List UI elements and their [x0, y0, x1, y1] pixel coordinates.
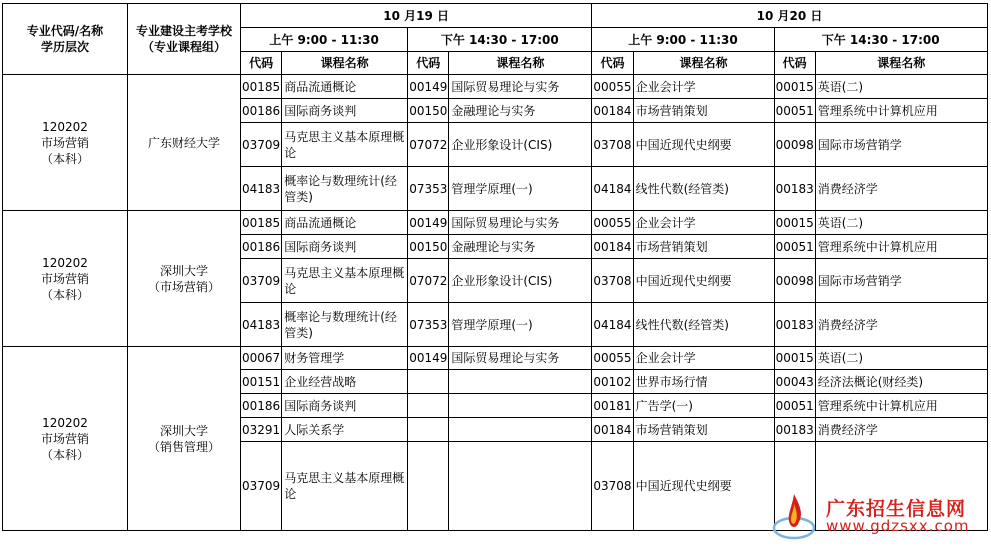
major-line: （本科） — [40, 151, 89, 166]
course-code: 00149 — [408, 211, 449, 235]
major-line: 120202 — [42, 255, 88, 270]
header-session-1: 上午 9:00 - 11:30 — [241, 28, 408, 52]
course-name: 企业会计学 — [633, 347, 774, 370]
course-code: 00098 — [774, 259, 815, 303]
course-code: 07072 — [408, 123, 449, 167]
major-line: （本科） — [40, 447, 89, 462]
course-name: 财务管理学 — [282, 347, 408, 370]
school-line: 深圳大学 — [159, 423, 208, 438]
course-name — [449, 442, 592, 531]
course-name: 管理系统中计算机应用 — [815, 394, 987, 418]
course-name: 英语(二) — [815, 211, 987, 235]
header-course-name: 课程名称 — [815, 52, 987, 75]
course-code: 00051 — [774, 99, 815, 123]
course-name: 国际贸易理论与实务 — [449, 347, 592, 370]
course-name: 市场营销策划 — [633, 99, 774, 123]
flame-logo-icon — [770, 490, 822, 542]
course-name: 线性代数(经管类) — [633, 303, 774, 347]
table-row — [3, 211, 988, 235]
course-name: 人际关系学 — [282, 418, 408, 442]
course-name: 经济法概论(财经类) — [815, 370, 987, 394]
course-code: 00183 — [774, 418, 815, 442]
course-code: 00015 — [774, 75, 815, 99]
header-code: 代码 — [241, 52, 282, 75]
course-code: 03709 — [241, 442, 282, 531]
school-line: 广东财经大学 — [147, 135, 220, 150]
course-name: 世界市场行情 — [633, 370, 774, 394]
course-code: 03708 — [592, 442, 633, 531]
table-row — [3, 347, 988, 370]
course-code: 07353 — [408, 303, 449, 347]
header-course-name: 课程名称 — [449, 52, 592, 75]
course-code: 00184 — [592, 99, 633, 123]
course-name: 国际贸易理论与实务 — [449, 75, 592, 99]
course-name: 中国近现代史纲要 — [633, 123, 774, 167]
course-code: 00149 — [408, 75, 449, 99]
header-school: 专业建设主考学校 （专业课程组） — [128, 4, 241, 75]
course-code: 00051 — [774, 235, 815, 259]
header-course-name: 课程名称 — [633, 52, 774, 75]
course-name: 消费经济学 — [815, 167, 987, 211]
course-name: 企业会计学 — [633, 211, 774, 235]
site-watermark — [770, 490, 985, 542]
course-name: 金融理论与实务 — [449, 235, 592, 259]
course-code: 00055 — [592, 75, 633, 99]
course-name: 市场营销策划 — [633, 418, 774, 442]
table-row — [3, 75, 988, 99]
course-code — [408, 442, 449, 531]
school-cell — [128, 75, 241, 211]
course-name: 英语(二) — [815, 347, 987, 370]
course-name — [449, 394, 592, 418]
course-name: 企业会计学 — [633, 75, 774, 99]
course-name: 马克思主义基本原理概论 — [282, 442, 408, 531]
course-name: 概率论与数理统计(经管类) — [282, 167, 408, 211]
school-line: （市场营销） — [147, 279, 220, 294]
school-cell — [128, 211, 241, 347]
major-line: 120202 — [42, 415, 88, 430]
course-code: 04183 — [241, 303, 282, 347]
major-line: 市场营销 — [40, 135, 89, 150]
course-code: 00051 — [774, 394, 815, 418]
course-code: 00055 — [592, 211, 633, 235]
course-name — [449, 370, 592, 394]
course-code: 00186 — [241, 235, 282, 259]
course-code: 00181 — [592, 394, 633, 418]
course-code — [408, 370, 449, 394]
header-code: 代码 — [408, 52, 449, 75]
course-code: 00067 — [241, 347, 282, 370]
header-session-3: 上午 9:00 - 11:30 — [592, 28, 774, 52]
course-name: 概率论与数理统计(经管类) — [282, 303, 408, 347]
course-code: 00043 — [774, 370, 815, 394]
course-name: 金融理论与实务 — [449, 99, 592, 123]
course-code: 03291 — [241, 418, 282, 442]
course-code: 00185 — [241, 75, 282, 99]
school-line: （销售管理） — [147, 439, 220, 454]
course-code: 07072 — [408, 259, 449, 303]
watermark-title: 广东招生信息网 — [826, 498, 967, 520]
course-name: 管理系统中计算机应用 — [815, 235, 987, 259]
course-name: 商品流通概论 — [282, 75, 408, 99]
course-code: 03708 — [592, 123, 633, 167]
course-name: 中国近现代史纲要 — [633, 259, 774, 303]
school-line: 深圳大学 — [159, 263, 208, 278]
course-name — [449, 418, 592, 442]
course-code: 00150 — [408, 235, 449, 259]
course-code: 00184 — [592, 418, 633, 442]
course-name: 广告学(一) — [633, 394, 774, 418]
course-code: 00098 — [774, 123, 815, 167]
watermark-url: www.gdzsxx.com — [826, 517, 970, 535]
course-code: 04183 — [241, 167, 282, 211]
course-code: 00151 — [241, 370, 282, 394]
course-code: 00015 — [774, 211, 815, 235]
course-code: 00186 — [241, 394, 282, 418]
course-name: 马克思主义基本原理概论 — [282, 259, 408, 303]
major-cell — [3, 75, 128, 211]
course-name: 国际商务谈判 — [282, 394, 408, 418]
course-code: 00185 — [241, 211, 282, 235]
course-name: 中国近现代史纲要 — [633, 442, 774, 531]
course-name: 国际市场营销学 — [815, 123, 987, 167]
course-name: 国际商务谈判 — [282, 99, 408, 123]
header-day-1: 10 月19 日 — [241, 4, 592, 28]
course-code: 03708 — [592, 259, 633, 303]
course-name: 马克思主义基本原理概论 — [282, 123, 408, 167]
major-line: 市场营销 — [40, 271, 89, 286]
major-cell — [3, 211, 128, 347]
header-day-2: 10 月20 日 — [592, 4, 987, 28]
major-line: 120202 — [42, 119, 88, 134]
course-name: 国际商务谈判 — [282, 235, 408, 259]
course-name: 消费经济学 — [815, 303, 987, 347]
course-code — [408, 418, 449, 442]
course-code: 00150 — [408, 99, 449, 123]
header-session-2: 下午 14:30 - 17:00 — [408, 28, 592, 52]
course-name: 国际贸易理论与实务 — [449, 211, 592, 235]
header-code: 代码 — [592, 52, 633, 75]
header-session-4: 下午 14:30 - 17:00 — [774, 28, 987, 52]
course-name: 管理学原理(一) — [449, 303, 592, 347]
course-name: 管理学原理(一) — [449, 167, 592, 211]
course-code: 00183 — [774, 303, 815, 347]
course-name: 企业经营战略 — [282, 370, 408, 394]
course-code: 07353 — [408, 167, 449, 211]
course-code: 04184 — [592, 303, 633, 347]
major-line: 市场营销 — [40, 431, 89, 446]
course-code: 00184 — [592, 235, 633, 259]
course-code: 00015 — [774, 347, 815, 370]
major-cell — [3, 347, 128, 531]
course-code — [408, 394, 449, 418]
exam-schedule-table — [2, 3, 988, 531]
course-name: 商品流通概论 — [282, 211, 408, 235]
course-code: 03709 — [241, 123, 282, 167]
course-name: 管理系统中计算机应用 — [815, 99, 987, 123]
course-name: 市场营销策划 — [633, 235, 774, 259]
major-line: （本科） — [40, 287, 89, 302]
course-name: 企业形象设计(CIS) — [449, 259, 592, 303]
course-name: 国际市场营销学 — [815, 259, 987, 303]
course-name: 企业形象设计(CIS) — [449, 123, 592, 167]
header-course-name: 课程名称 — [282, 52, 408, 75]
course-code: 00149 — [408, 347, 449, 370]
school-cell — [128, 347, 241, 531]
course-code: 03709 — [241, 259, 282, 303]
header-major: 专业代码/名称 学历层次 — [3, 4, 128, 75]
course-name: 线性代数(经管类) — [633, 167, 774, 211]
course-name: 英语(二) — [815, 75, 987, 99]
course-name: 消费经济学 — [815, 418, 987, 442]
header-code: 代码 — [774, 52, 815, 75]
course-code: 00055 — [592, 347, 633, 370]
course-code: 04184 — [592, 167, 633, 211]
course-code: 00102 — [592, 370, 633, 394]
course-code: 00186 — [241, 99, 282, 123]
course-code: 00183 — [774, 167, 815, 211]
